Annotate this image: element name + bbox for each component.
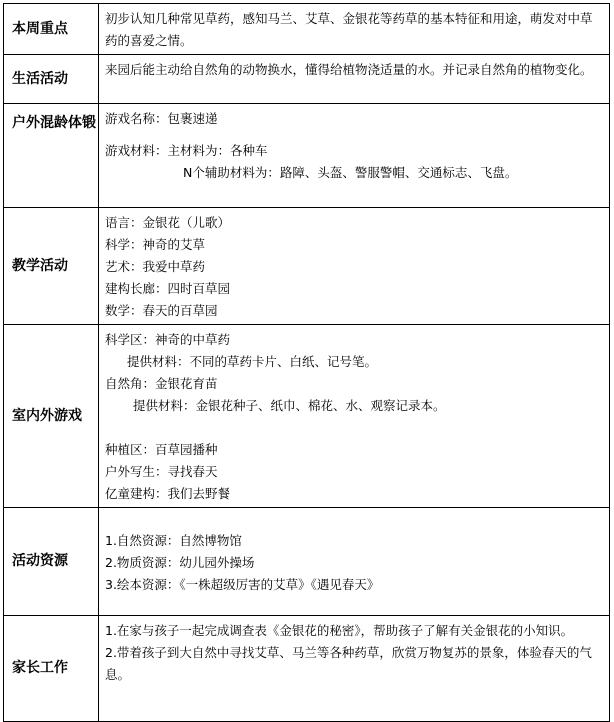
outdoor-game-name: 游戏名称：包裹速递 bbox=[105, 111, 218, 126]
construction-game: 亿童建构：我们去野餐 bbox=[105, 486, 231, 501]
nature-corner: 自然角：金银花育苗 bbox=[105, 376, 218, 391]
label-parent-work: 家长工作 bbox=[4, 616, 99, 722]
resource-item: 2.物质资源：幼儿园外操场 bbox=[105, 554, 255, 570]
row-teaching-activities bbox=[4, 208, 610, 325]
teaching-item: 艺术：我爱中草药 bbox=[105, 259, 206, 274]
weekly-focus-text: 初步认知几种常见草药，感知马兰、艾草、金银花等药草的基本特征和用途，萌发对中草药的喜爱之情。 bbox=[105, 11, 593, 48]
row-outdoor-exercise bbox=[4, 104, 610, 208]
resource-item: 3.绘本资源：《一株超级厉害的艾草》《遇见春天》 bbox=[105, 576, 380, 592]
row-parent-work bbox=[4, 616, 610, 722]
label-outdoor-exercise: 户外混龄体锻 bbox=[4, 104, 99, 208]
content-activity-resources bbox=[99, 508, 610, 616]
outdoor-aux-material: N个辅助材料为：路障、头盔、警服警帽、交通标志、飞盘。 bbox=[183, 165, 518, 180]
label-weekly-focus: 本周重点 bbox=[4, 4, 99, 55]
label-activity-resources: 活动资源 bbox=[4, 508, 99, 616]
content-outdoor-exercise bbox=[99, 104, 610, 208]
content-weekly-focus bbox=[99, 4, 610, 55]
row-weekly-focus bbox=[4, 4, 610, 55]
science-materials: 提供材料：不同的草药卡片、白纸、记号笔。 bbox=[127, 354, 378, 369]
nature-materials: 提供材料：金银花种子、纸巾、棉花、水、观察记录本。 bbox=[133, 398, 446, 413]
planting-area: 种植区：百草园播种 bbox=[105, 442, 218, 457]
weekly-plan-sheet bbox=[3, 3, 610, 722]
weekly-plan-table bbox=[3, 3, 610, 722]
content-indoor-outdoor-games bbox=[99, 325, 610, 508]
label-indoor-outdoor-games: 室内外游戏 bbox=[4, 325, 99, 508]
science-area: 科学区：神奇的中草药 bbox=[105, 332, 231, 347]
content-teaching-activities bbox=[99, 208, 610, 325]
teaching-item: 数学：春天的百草园 bbox=[105, 303, 218, 318]
teaching-item: 建构长廊：四时百草园 bbox=[105, 281, 231, 296]
label-teaching-activities: 教学活动 bbox=[4, 208, 99, 325]
row-daily-life bbox=[4, 55, 610, 104]
row-activity-resources bbox=[4, 508, 610, 616]
parent-work-item: 2.带着孩子到大自然中寻找艾草、马兰等各种药草，欣赏万物复苏的景象，体验春天的气息。 bbox=[105, 645, 592, 682]
resource-item: 1.自然资源：自然博物馆 bbox=[105, 532, 242, 548]
teaching-item: 语言：金银花（儿歌） bbox=[105, 215, 231, 230]
parent-work-item: 1.在家与孩子一起完成调查表《金银花的秘密》，帮助孩子了解有关金银花的小知识。 bbox=[105, 623, 574, 638]
teaching-item: 科学：神奇的艾草 bbox=[105, 237, 206, 252]
content-daily-life bbox=[99, 55, 610, 104]
outdoor-sketching: 户外写生：寻找春天 bbox=[105, 464, 218, 479]
daily-life-text: 来园后能主动给自然角的动物换水，懂得给植物浇适量的水。并记录自然角的植物变化。 bbox=[105, 62, 593, 77]
outdoor-main-material: 游戏材料：主材料为：各种车 bbox=[105, 143, 268, 158]
row-indoor-outdoor-games bbox=[4, 325, 610, 508]
label-daily-life: 生活活动 bbox=[4, 55, 99, 104]
content-parent-work bbox=[99, 616, 610, 722]
